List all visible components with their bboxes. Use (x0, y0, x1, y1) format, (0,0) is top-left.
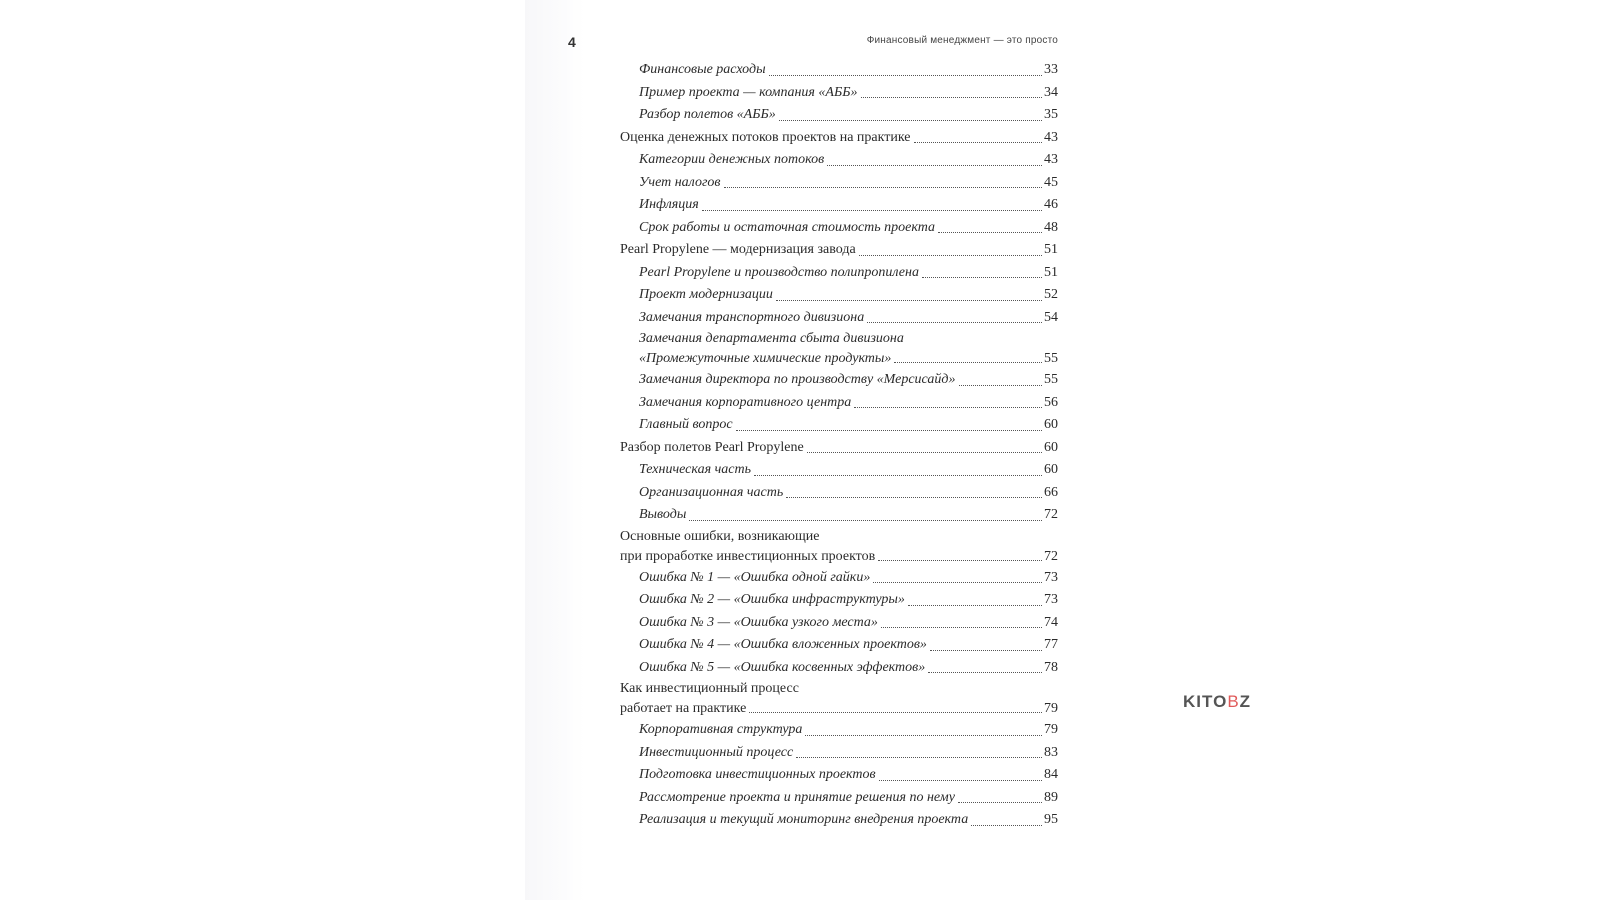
toc-entry-title: Техническая часть (639, 462, 751, 477)
toc-page-number: 55 (1044, 351, 1058, 366)
toc-entry-title: Финансовые расходы (639, 62, 766, 77)
toc-page-number: 33 (1044, 62, 1058, 77)
toc-entry-title: Pearl Propylene — модернизация завода (620, 242, 856, 257)
toc-leader-dots (827, 165, 1042, 166)
toc-leader-dots (922, 277, 1042, 278)
toc-page-number: 72 (1044, 507, 1058, 522)
toc-page-number: 72 (1044, 548, 1058, 564)
toc-entry-line2 (639, 349, 1058, 369)
toc-entry-title: Замечания транспортного дивизиона (639, 309, 865, 325)
toc-page-number: 83 (1044, 744, 1058, 760)
toc-entry (620, 482, 1058, 505)
toc-entry-line2 (620, 547, 1058, 567)
toc-entry (620, 527, 1058, 567)
toc-entry-title-line1: Основные ошибки, возникающие (620, 528, 820, 544)
toc-entry-title-line1: Замечания департамента сбыта дивизиона (639, 331, 904, 346)
toc-entry-title: Pearl Propylene и производство полипропилена (639, 264, 919, 280)
toc-entry (620, 217, 1058, 240)
toc-leader-dots (754, 475, 1042, 476)
toc-entry (620, 82, 1058, 105)
toc-entry (620, 194, 1058, 217)
toc-entry (620, 589, 1058, 612)
toc-page-number: 56 (1044, 394, 1058, 410)
toc-entry-title-line1: Как инвестиционный процесс (620, 681, 799, 696)
toc-entry (620, 612, 1058, 635)
toc-page-number: 79 (1044, 722, 1058, 737)
toc-page-number: 60 (1044, 439, 1058, 455)
toc-entry-title: Учет налогов (639, 174, 721, 190)
toc-entry-title: Оценка денежных потоков проектов на практике (620, 129, 911, 145)
toc-leader-dots (861, 97, 1042, 98)
toc-entry-title: Выводы (639, 507, 687, 522)
toc-entry (620, 329, 1058, 369)
toc-page-number: 73 (1044, 569, 1058, 585)
toc-entry (620, 679, 1058, 719)
book-title: Финансовый менеджмент — это просто (866, 35, 1058, 46)
toc-page-number: 51 (1044, 242, 1058, 257)
toc-entry (620, 504, 1058, 527)
toc-leader-dots (914, 142, 1042, 143)
toc-entry (620, 414, 1058, 437)
toc-page-number: 34 (1044, 84, 1058, 100)
page-number: 4 (568, 34, 576, 50)
toc-entry-title: Срок работы и остаточная стоимость проекта (639, 219, 936, 235)
toc-page-number: 60 (1044, 417, 1058, 432)
toc-leader-dots (894, 362, 1042, 363)
table-of-contents (620, 59, 1058, 832)
toc-leader-dots (908, 605, 1042, 606)
toc-entry (620, 459, 1058, 482)
toc-entry (620, 307, 1058, 330)
toc-entry (620, 239, 1058, 262)
toc-entry (620, 149, 1058, 172)
toc-leader-dots (971, 825, 1042, 826)
toc-entry-title: Замечания корпоративного центра (639, 394, 852, 410)
toc-entry (620, 764, 1058, 787)
toc-page-number: 43 (1044, 129, 1058, 145)
toc-leader-dots (779, 120, 1042, 121)
toc-entry-title: Рассмотрение проекта и принятие решения по нему (639, 789, 955, 805)
toc-entry-title: Подготовка инвестиционных проектов (639, 767, 876, 782)
toc-page-number: 43 (1044, 152, 1058, 167)
toc-entry-title: Проект модернизации (639, 287, 773, 302)
toc-entry (620, 369, 1058, 392)
toc-leader-dots (796, 757, 1042, 758)
toc-entry-title: Ошибка № 3 — «Ошибка узкого места» (639, 614, 878, 630)
toc-leader-dots (854, 407, 1042, 408)
toc-leader-dots (958, 802, 1042, 803)
toc-entry-title: Организационная часть (639, 484, 784, 500)
toc-entry (620, 719, 1058, 742)
toc-leader-dots (959, 385, 1043, 386)
toc-page-number: 84 (1044, 767, 1058, 782)
toc-page-number: 45 (1044, 174, 1058, 190)
toc-entry-title: Реализация и текущий мониторинг внедрения проекта (639, 812, 969, 827)
toc-entry-title: Ошибка № 2 — «Ошибка инфраструктуры» (639, 592, 905, 607)
toc-entry-title: «Промежуточные химические продукты» (639, 351, 892, 366)
toc-entry-title: Корпоративная структура (639, 722, 803, 737)
toc-leader-dots (859, 255, 1042, 256)
toc-page-number: 79 (1044, 701, 1058, 716)
toc-leader-dots (930, 650, 1042, 651)
toc-entry-title: при проработке инвестиционных проектов (620, 548, 876, 564)
toc-leader-dots (928, 672, 1042, 673)
toc-leader-dots (805, 735, 1042, 736)
toc-entry-title: Категории денежных потоков (639, 152, 825, 167)
running-head (568, 32, 1058, 52)
toc-entry (620, 127, 1058, 150)
toc-page-number: 46 (1044, 197, 1058, 212)
toc-page-number: 78 (1044, 659, 1058, 675)
toc-leader-dots (776, 300, 1042, 301)
toc-leader-dots (702, 210, 1042, 211)
toc-leader-dots (867, 322, 1042, 323)
toc-entry (620, 634, 1058, 657)
toc-page-number: 89 (1044, 789, 1058, 805)
toc-entry-title: Пример проекта — компания «АББ» (639, 84, 858, 100)
toc-entry (620, 392, 1058, 415)
toc-entry (620, 787, 1058, 810)
toc-leader-dots (881, 627, 1042, 628)
toc-entry (620, 809, 1058, 832)
toc-entry-title: Замечания директора по производству «Мерсисайд» (639, 372, 956, 387)
toc-entry-title: Разбор полетов «АББ» (639, 107, 776, 122)
toc-entry (620, 567, 1058, 590)
toc-page-number: 60 (1044, 462, 1058, 477)
toc-entry (620, 172, 1058, 195)
toc-leader-dots (879, 780, 1042, 781)
toc-leader-dots (786, 497, 1042, 498)
toc-entry-title: Разбор полетов Pearl Propylene (620, 439, 804, 455)
toc-entry-line2 (620, 699, 1058, 719)
toc-leader-dots (689, 520, 1042, 521)
toc-page-number: 55 (1044, 372, 1058, 387)
toc-entry (620, 59, 1058, 82)
toc-leader-dots (724, 187, 1043, 188)
toc-page-number: 73 (1044, 592, 1058, 607)
toc-entry-title: Ошибка № 1 — «Ошибка одной гайки» (639, 569, 871, 585)
toc-page-number: 77 (1044, 637, 1058, 652)
toc-entry-title: Инвестиционный процесс (639, 744, 794, 760)
toc-page-number: 35 (1044, 107, 1058, 122)
toc-entry (620, 437, 1058, 460)
toc-entry (620, 262, 1058, 285)
toc-entry (620, 657, 1058, 680)
toc-entry (620, 284, 1058, 307)
toc-leader-dots (736, 430, 1042, 431)
toc-leader-dots (938, 232, 1042, 233)
toc-leader-dots (878, 560, 1042, 561)
toc-entry-title: работает на практике (620, 701, 747, 716)
toc-entry (620, 742, 1058, 765)
toc-page-number: 48 (1044, 219, 1058, 235)
toc-entry-title: Инфляция (639, 197, 699, 212)
toc-entry (620, 104, 1058, 127)
toc-page-number: 66 (1044, 484, 1058, 500)
toc-entry-title: Ошибка № 5 — «Ошибка косвенных эффектов» (639, 659, 926, 675)
toc-leader-dots (807, 452, 1042, 453)
kitobz-logo: KITOBZ (1183, 692, 1252, 711)
toc-leader-dots (873, 582, 1042, 583)
toc-leader-dots (769, 75, 1042, 76)
toc-entry-title: Ошибка № 4 — «Ошибка вложенных проектов» (639, 637, 927, 652)
toc-page-number: 95 (1044, 812, 1058, 827)
toc-page-number: 54 (1044, 309, 1058, 325)
toc-page-number: 74 (1044, 614, 1058, 630)
toc-page-number: 52 (1044, 287, 1058, 302)
toc-page-number: 51 (1044, 264, 1058, 280)
toc-entry-title: Главный вопрос (639, 417, 733, 432)
toc-leader-dots (749, 712, 1042, 713)
